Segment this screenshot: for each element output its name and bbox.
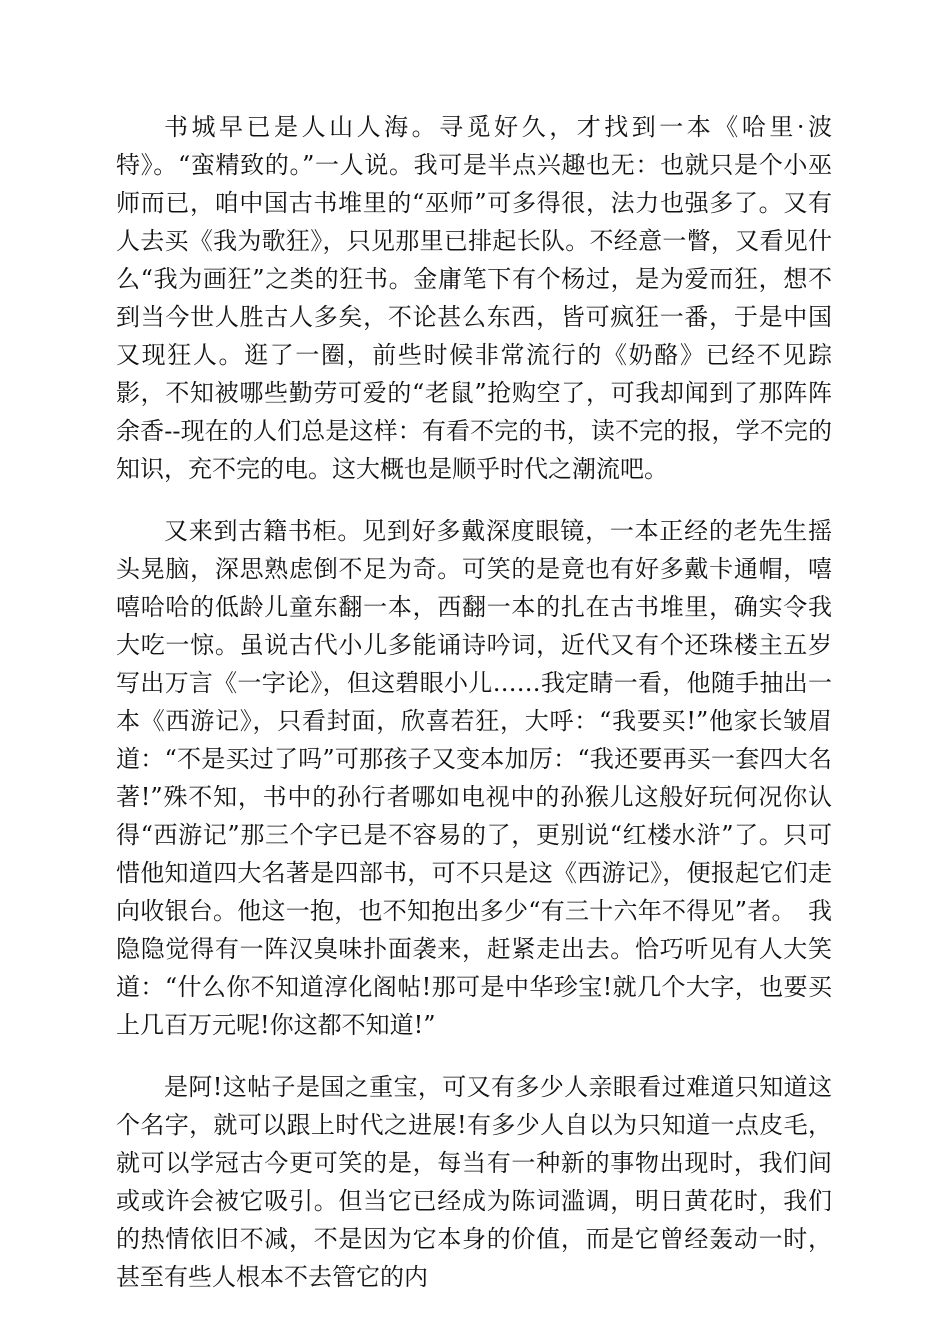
- paragraph-classics-shelf: 又来到古籍书柜。见到好多戴深度眼镜，一本正经的老先生摇头晃脑，深思熟虑倒不足为奇。可笑的是竟也有好多戴卡通帽，嘻嘻哈哈的低龄儿童东翻一本，西翻一本的扎在古书堆里，确实令我大吃一惊。虽说古代小儿多能诵诗吟词，近代又有个还珠楼主五岁写出万言《一字论》，但这碧眼小儿……我定睛一看，他随手抽出一本《西游记》，只看封面，欣喜若狂，大呼：“我要买!”他家长皱眉道：“不是买过了吗”可那孩子又变本加厉：“我还要再买一套四大名著!”殊不知，书中的孙行者哪如电视中的孙猴儿这般好玩何况你认得“西游记”那三个字已是不容易的了，更别说“红楼水浒”了。只可惜他知道四大名著是四部书，可不只是这《西游记》，便报起它们走向收银台。他这一抱，也不知抱出多少“有三十六年不得见”者。 我隐隐觉得有一阵汉臭味扑面袭来，赶紧走出去。恰巧听见有人大笑道：“什么你不知道淳化阁帖!那可是中华珍宝!就几个大字，也要买上几百万元呢!你这都不知道!”: [116, 517, 832, 1039]
- paragraph-reflection: 是阿!这帖子是国之重宝，可又有多少人亲眼看过难道只知道这个名字，就可以跟上时代之进展!有多少人自以为只知道一点皮毛，就可以学冠古今更可笑的是，每当有一种新的事物出现时，我们间或或许会被它吸引。但当它已经成为陈词滥调，明日黄花时，我们的热情依旧不减，不是因为它本身的价值，而是它曾经轰动一时，甚至有些人根本不去管它的内: [116, 1073, 832, 1291]
- document-page: [116, 108, 832, 1296]
- paragraph-bookstore-crowd: 书城早已是人山人海。寻觅好久，才找到一本《哈里·波特》。“蛮精致的。”一人说。我可是半点兴趣也无：也就只是个小巫师而已，咱中国古书堆里的“巫师”可多得很，法力也强多了。又有人去买《我为歌狂》，只见那里已排起长队。不经意一瞥，又看见什么“我为画狂”之类的狂书。金庸笔下有个杨过，是为爱而狂，想不到当今世人胜古人多矣，不论甚么东西，皆可疯狂一番，于是中国又现狂人。逛了一圈，前些时候非常流行的《奶酪》已经不见踪影，不知被哪些勤劳可爱的“老鼠”抢购空了，可我却闻到了那阵阵余香--现在的人们总是这样：有看不完的书，读不完的报，学不完的知识，充不完的电。这大概也是顺乎时代之潮流吧。: [116, 113, 832, 483]
